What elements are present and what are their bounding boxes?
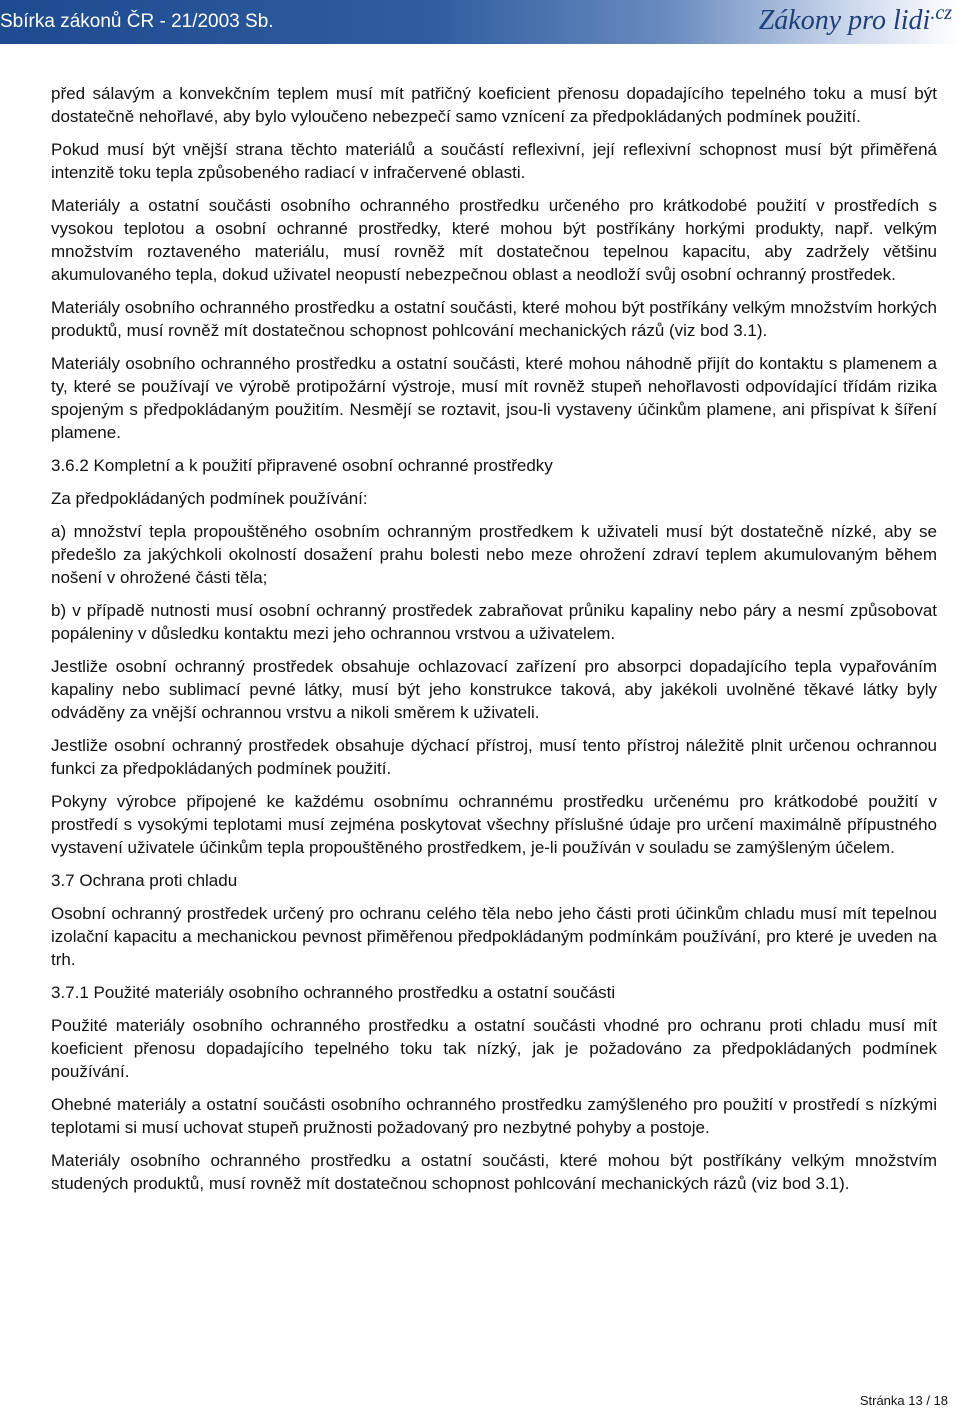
logo-text: Zákony pro lidi	[758, 5, 931, 36]
document-body	[51, 82, 937, 1205]
paragraph: Osobní ochranný prostředek určený pro ochranu celého těla nebo jeho části proti účinkům chladu musí mít tepelnou izolační kapacitu a mechanickou pevnost přiměřenou předpokládaným podmínkám používání, pro které je uveden na trh.	[51, 904, 937, 969]
list-item: a) množství tepla propouštěného osobním ochranným prostředkem k uživateli musí být dostatečně nízké, aby se předešlo za jakýchkoli okolností dosažení prahu bolesti nebo meze ohrožení zdraví teplem akumulovaným během nošení v ohrožené části těla;	[51, 522, 937, 587]
section-heading: 3.6.2 Kompletní a k použití připravené osobní ochranné prostředky	[51, 456, 553, 475]
page-header	[0, 0, 960, 46]
paragraph: Materiály a ostatní součásti osobního ochranného prostředku určeného pro krátkodobé použití v prostředích s vysokou teplotou a osobní ochranné prostředky, které mohou být postříkány horkými produkty, např. velkým množstvím roztaveného materiálu, musí rovněž mít dostatečnou tepelnou kapacitu, aby zadržely většinu akumulovaného tepla, dokud uživatel neopustí nebezpečnou oblast a neodloží svůj osobní ochranný prostředek.	[51, 196, 937, 284]
paragraph: před sálavým a konvekčním teplem musí mít patřičný koeficient přenosu dopadajícího tepelného toku a musí být dostatečně nehořlavé, aby bylo vyloučeno nebezpečí samo vznícení za předpokládaných podmínek použití.	[51, 84, 937, 126]
paragraph: Jestliže osobní ochranný prostředek obsahuje ochlazovací zařízení pro absorpci dopadajícího tepla vypařováním kapaliny nebo sublimací pevné látky, musí být jeho konstrukce taková, aby jakékoli uvolněné těkavé látky byly odváděny za vnější ochrannou vrstvu a nikoli směrem k uživateli.	[51, 657, 937, 722]
paragraph: Materiály osobního ochranného prostředku a ostatní součásti, které mohou náhodně přijít do kontaktu s plamenem a ty, které se používají ve výrobě protipožární výstroje, musí mít rovněž stupeň nehořlavosti odpovídající třídám rizika spojeným s předpokládaným použitím. Nesmějí se roztavit, jsou-li vystaveny účinkům plamene, ani přispívat k šíření plamene.	[51, 354, 937, 442]
document-title: Sbírka zákonů ČR - 21/2003 Sb.	[0, 11, 274, 32]
paragraph: Za předpokládaných podmínek používání:	[51, 489, 368, 508]
paragraph: Pokyny výrobce připojené ke každému osobnímu ochrannému prostředku určenému pro krátkodobé použití v prostředí s vysokými teplotami musí zejména poskytovat všechny příslušné údaje pro určení maximálně přípustného vystavení uživatele účinkům tepla propouštěného prostředkem, je-li používán v souladu se zamýšleným účelem.	[51, 792, 937, 857]
paragraph: Ohebné materiály a ostatní součásti osobního ochranného prostředku zamýšleného pro použití v prostředí s nízkými teplotami si musí uchovat stupeň pružnosti požadovaný pro nezbytné pohyby a postoje.	[51, 1095, 937, 1137]
paragraph: Použité materiály osobního ochranného prostředku a ostatní součásti vhodné pro ochranu proti chladu musí mít koeficient přenosu dopadajícího tepelného toku tak nízký, jak je požadováno za předpokládaných podmínek používání.	[51, 1016, 937, 1081]
paragraph: Pokud musí být vnější strana těchto materiálů a součástí reflexivní, její reflexivní schopnost musí být přiměřená intenzitě toku tepla způsobeného radiací v infračervené oblasti.	[51, 140, 937, 182]
list-item: b) v případě nutnosti musí osobní ochranný prostředek zabraňovat průniku kapaliny nebo páry a nesmí způsobovat popáleniny v důsledku kontaktu mezi jeho ochrannou vrstvou a uživatelem.	[51, 601, 937, 643]
page-number: Stránka 13 / 18	[859, 1393, 948, 1408]
site-logo[interactable]	[759, 2, 952, 37]
paragraph: Materiály osobního ochranného prostředku a ostatní součásti, které mohou být postříkány velkým množstvím horkých produktů, musí rovněž mít dostatečnou schopnost pohlcování mechanických rázů (viz bod 3.1).	[51, 298, 937, 340]
paragraph: Materiály osobního ochranného prostředku a ostatní součásti, které mohou být postříkány velkým množstvím studených produktů, musí rovněž mít dostatečnou schopnost pohlcování mechanických rázů (viz bod 3.1).	[51, 1151, 937, 1193]
paragraph: Jestliže osobní ochranný prostředek obsahuje dýchací přístroj, musí tento přístroj náležitě plnit určenou ochrannou funkci za předpokládaných podmínek použití.	[51, 736, 937, 778]
section-heading: 3.7 Ochrana proti chladu	[51, 871, 238, 890]
logo-suffix: .cz	[930, 2, 952, 24]
section-heading: 3.7.1 Použité materiály osobního ochranného prostředku a ostatní součásti	[51, 983, 616, 1002]
